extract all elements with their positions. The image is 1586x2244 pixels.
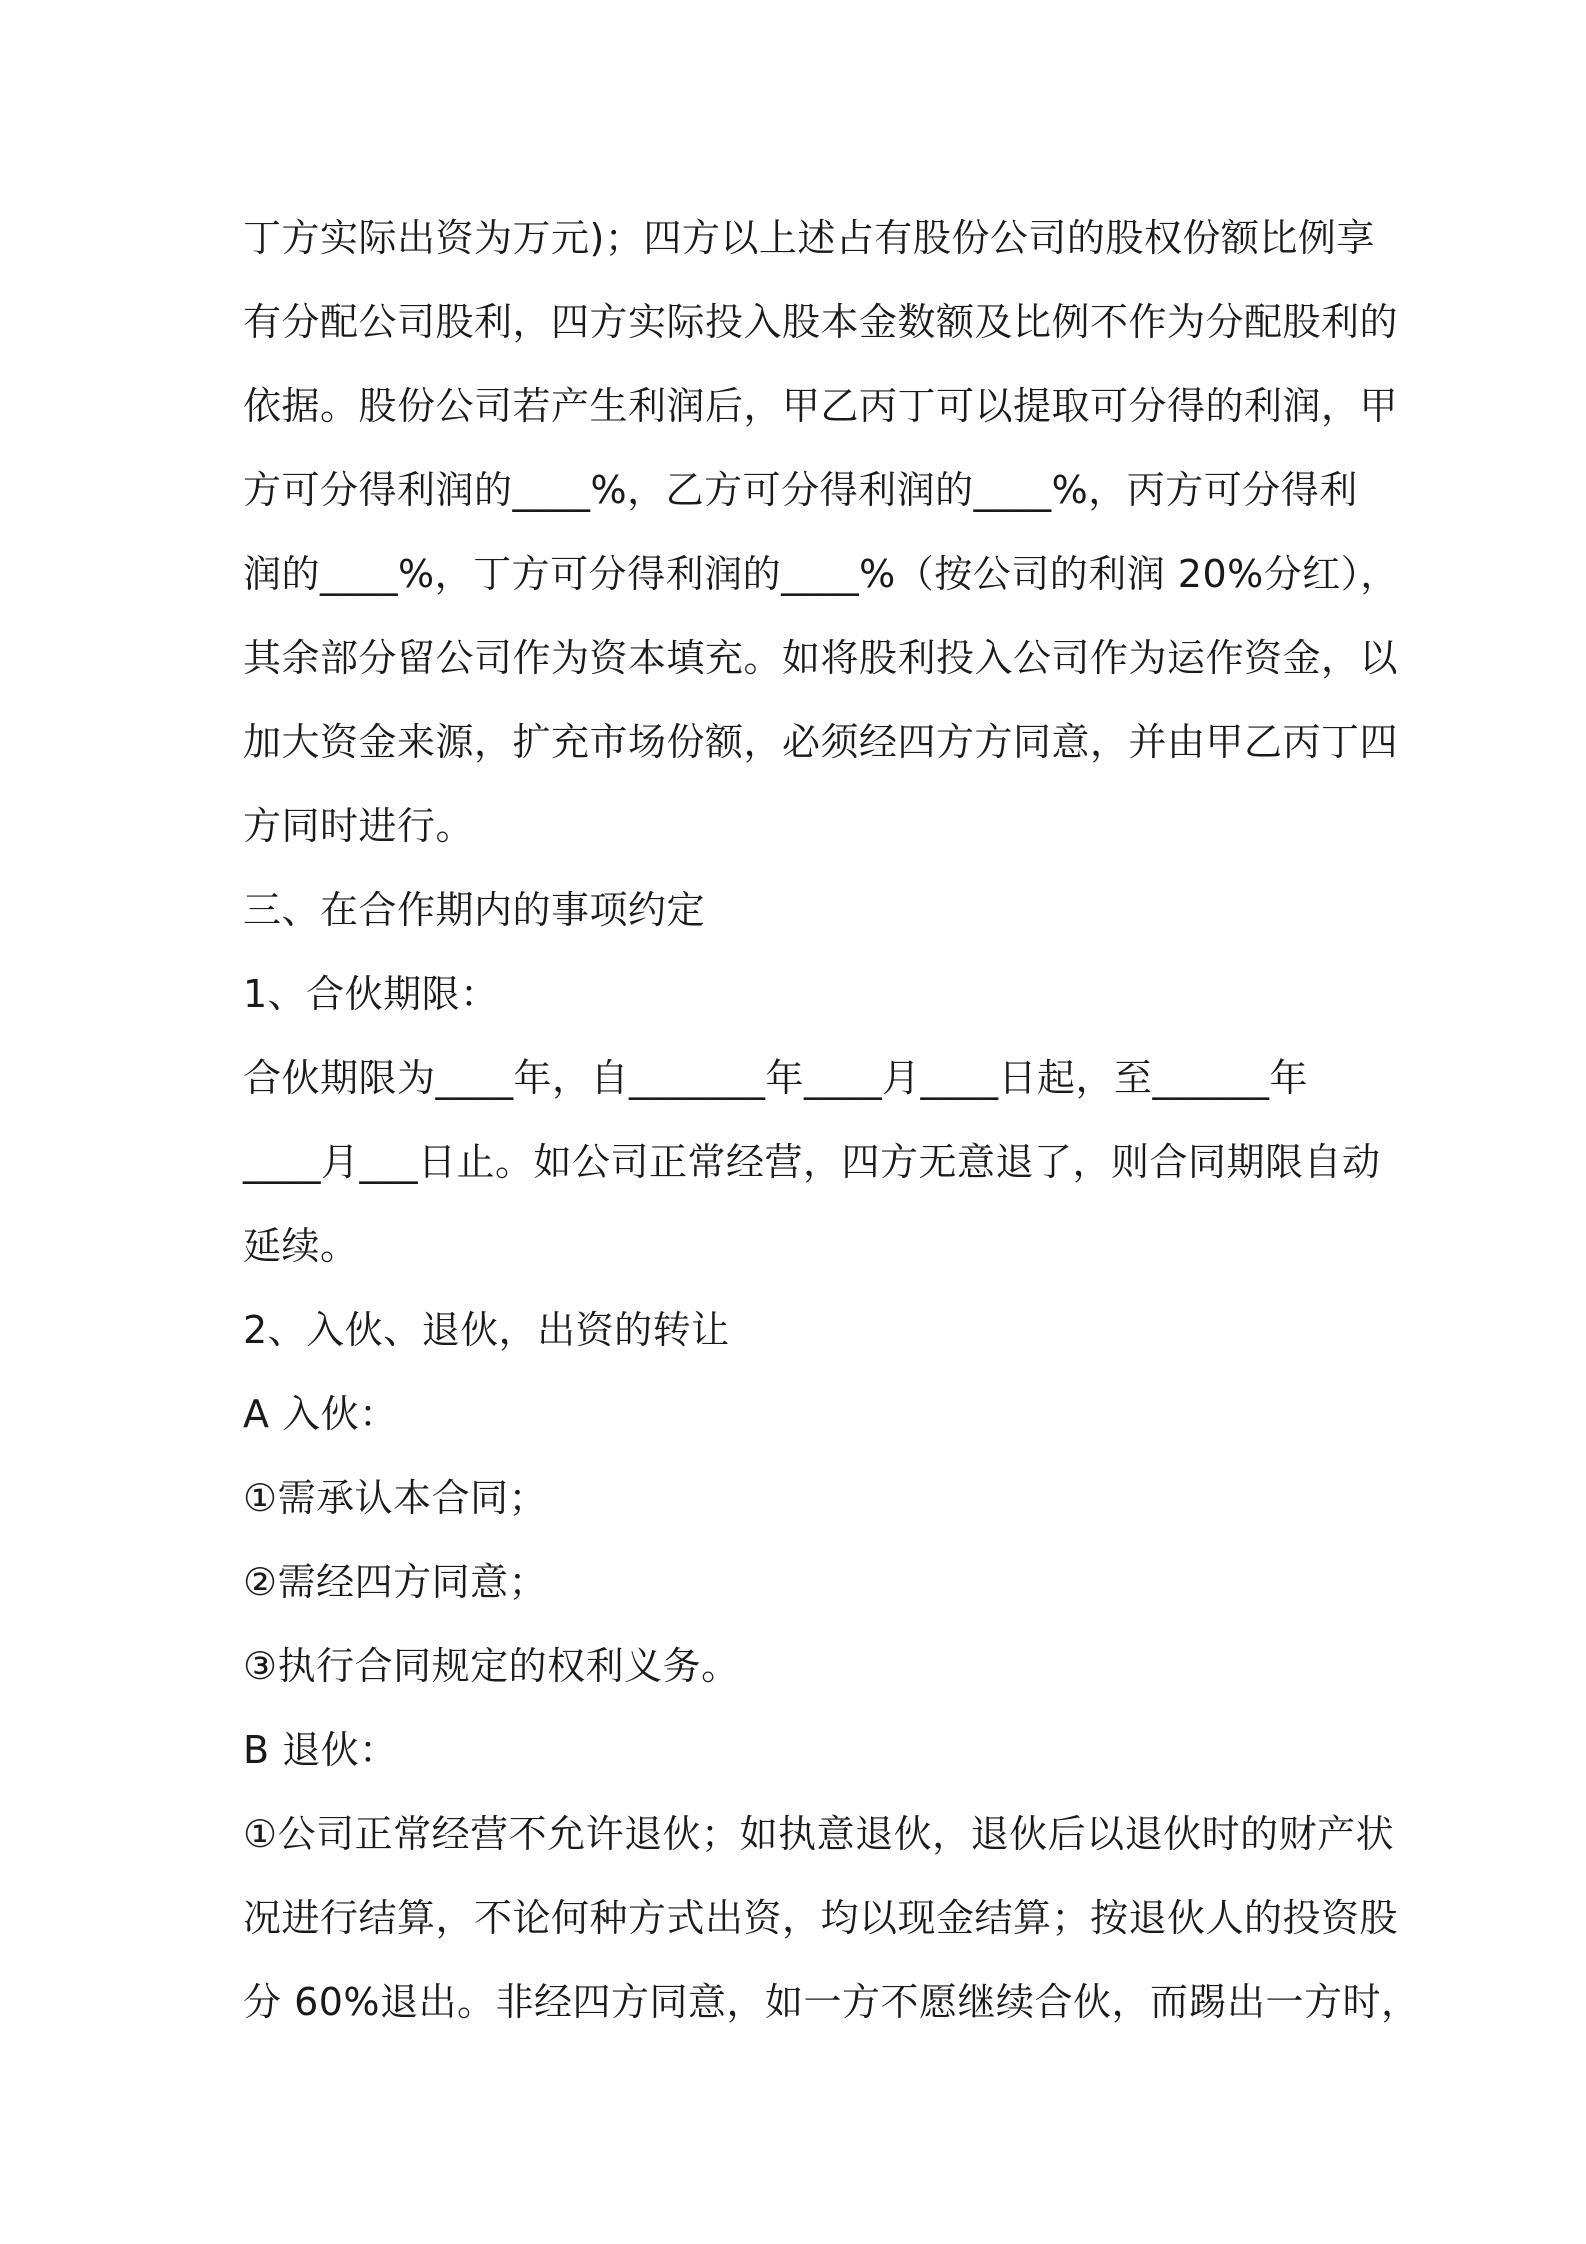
paragraph-line: 合伙期限为____年，自_______年____月____日起，至______年 bbox=[243, 1056, 1309, 1100]
list-item: ③执行合同规定的权利义务。 bbox=[243, 1644, 740, 1688]
paragraph-line: 有分配公司股利，四方实际投入股本金数额及比例不作为分配股利的 bbox=[243, 300, 1399, 344]
subsection-heading: 1、合伙期限： bbox=[243, 972, 499, 1016]
list-item: ①需承认本合同； bbox=[243, 1476, 548, 1520]
item-heading: A 入伙： bbox=[243, 1392, 398, 1436]
paragraph-line: 其余部分留公司作为资本填充。如将股利投入公司作为运作资金，以 bbox=[243, 636, 1399, 680]
paragraph-line: 丁方实际出资为万元)；四方以上述占有股份公司的股权份额比例享 bbox=[243, 216, 1375, 260]
document-body bbox=[243, 196, 1420, 2044]
list-item: ②需经四方同意； bbox=[243, 1560, 548, 1604]
paragraph-line: 分 60%退出。非经四方同意，如一方不愿继续合伙，而踢出一方时， bbox=[243, 1980, 1420, 2024]
subsection-heading: 2、入伙、退伙，出资的转让 bbox=[243, 1308, 730, 1352]
section-heading: 三、在合作期内的事项约定 bbox=[243, 888, 706, 932]
paragraph-line: 方可分得利润的____%，乙方可分得利润的____%，丙方可分得利 bbox=[243, 468, 1358, 512]
item-heading: B 退伙： bbox=[243, 1728, 398, 1772]
paragraph-line: 延续。 bbox=[243, 1224, 359, 1268]
paragraph-line: 加大资金来源，扩充市场份额，必须经四方方同意，并由甲乙丙丁四 bbox=[243, 720, 1399, 764]
paragraph-line: 方同时进行。 bbox=[243, 804, 475, 848]
list-item: ①公司正常经营不允许退伙；如执意退伙，退伙后以退伙时的财产状 bbox=[243, 1812, 1395, 1856]
paragraph-line: 依据。股份公司若产生利润后，甲乙丙丁可以提取可分得的利润，甲 bbox=[243, 384, 1399, 428]
paragraph-line: 润的____%，丁方可分得利润的____%（按公司的利润 20%分红）， bbox=[243, 552, 1399, 596]
paragraph-line: ____月___日止。如公司正常经营，四方无意退了，则合同期限自动 bbox=[243, 1140, 1381, 1184]
paragraph-line: 况进行结算，不论何种方式出资，均以现金结算；按退伙人的投资股 bbox=[243, 1896, 1399, 1940]
